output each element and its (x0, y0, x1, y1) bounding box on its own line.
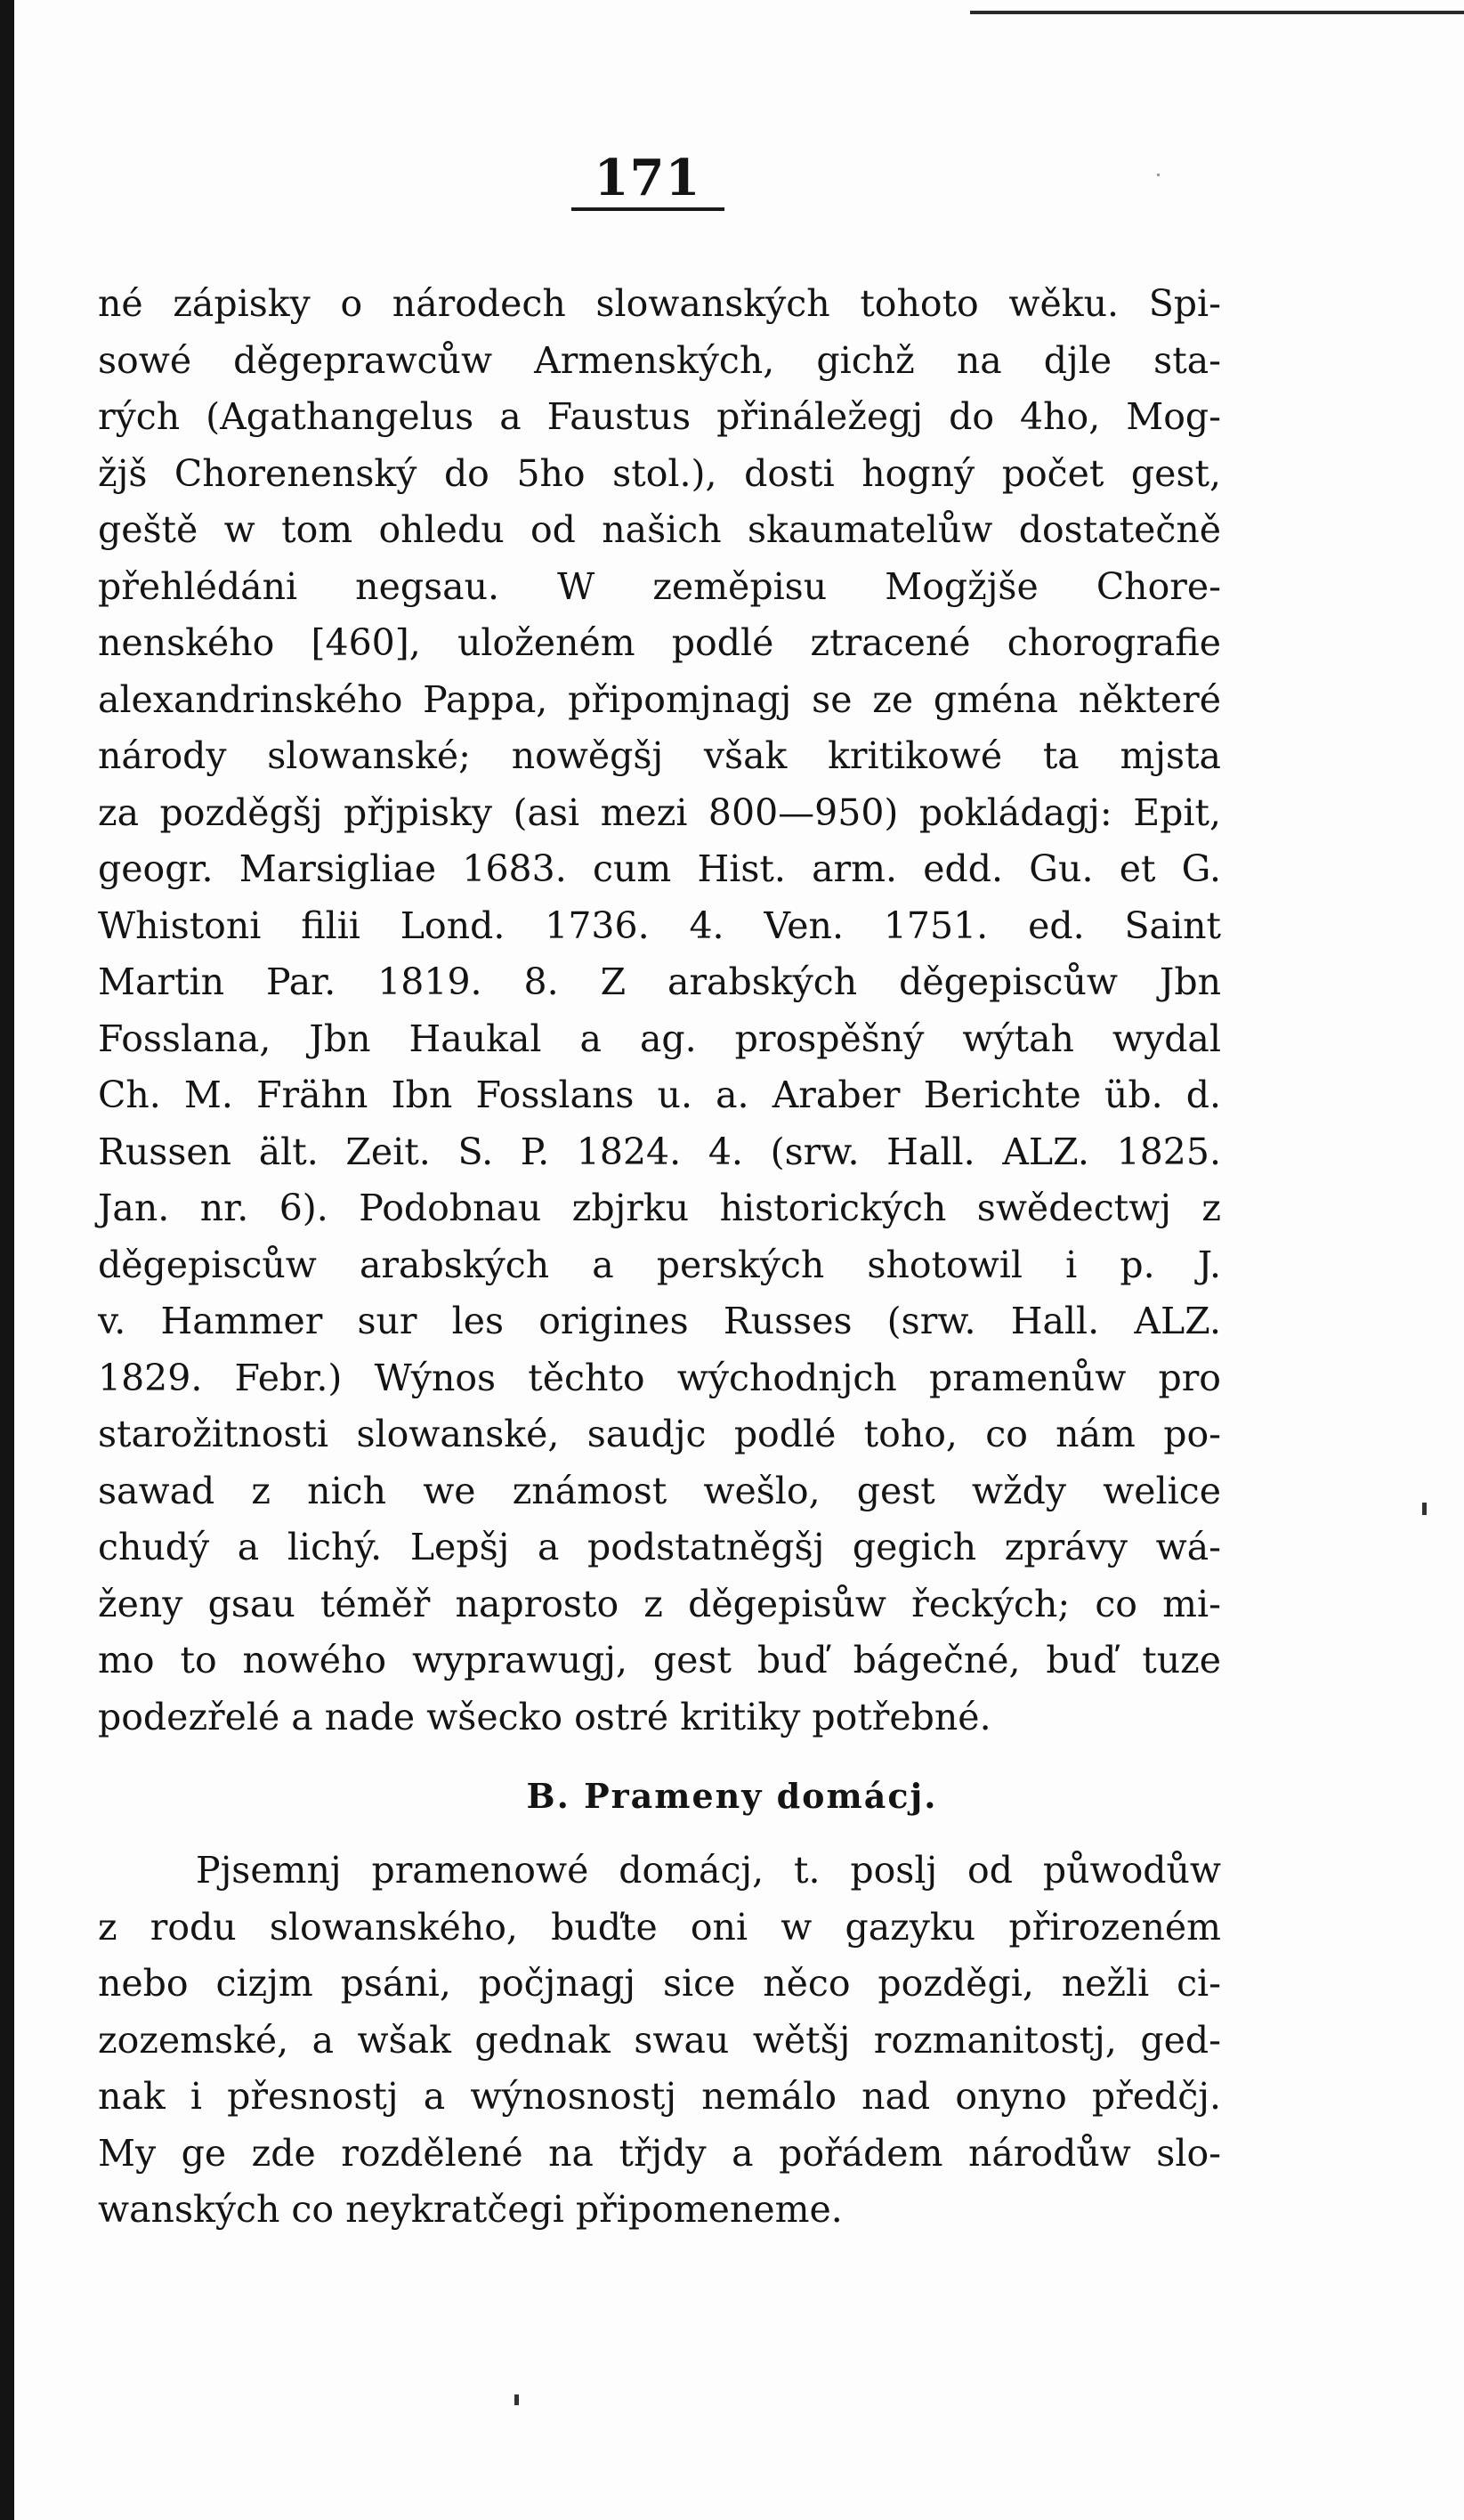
text-line: ženy gsau téměř naprosto z děgepisůw řeckých; co mi- (98, 1582, 1221, 1625)
ink-speck (514, 2394, 519, 2405)
text-line: alexandrinského Pappa, připomjnagj se ze gména některé (98, 677, 1221, 721)
text-line: Jan. nr. 6). Podobnau zbjrku historických swědectwj z (98, 1187, 1221, 1229)
top-edge-rule (970, 11, 1464, 14)
text-line: nebo cizjm psáni, počjnagj sice něco pozděgi, nežli ci- (98, 1962, 1221, 2005)
text-line: My ge zde rozdělené na třjdy a pořádem národůw slo- (98, 2131, 1221, 2175)
page-edge-rule (0, 0, 14, 2520)
text-line: Pjsemnj pramenowé domácj, t. poslj od půwodůw (196, 1849, 1221, 1892)
second-paragraph (98, 1843, 1221, 2239)
text-line: Ch. M. Frähn Ibn Fosslans u. a. Araber Berichte üb. d. (98, 1074, 1221, 1116)
text-line: geště w tom ohledu od našich skaumatelůw dostatečně (98, 508, 1221, 551)
text-line: mo to nowého wyprawugj, gest buď bágečné, buď tuze (98, 1639, 1221, 1681)
page-number-underline (571, 207, 724, 211)
main-paragraph (98, 276, 1221, 1746)
ink-speck (1157, 174, 1160, 176)
text-line: rých (Agathangelus a Faustus přináležegj do 4ho, Mog- (98, 395, 1221, 438)
page-number: 171 (594, 149, 701, 207)
section-heading: B. Prameny domácj. (526, 1776, 938, 1816)
text-line: wanských co neykratčegi připomeneme. (98, 2188, 843, 2231)
text-line: né zápisky o národech slowanských tohoto wěku. Spi- (98, 282, 1221, 325)
text-line: Russen ält. Zeit. S. P. 1824. 4. (srw. Hall. ALZ. 1825. (98, 1130, 1221, 1173)
text-line: v. Hammer sur les origines Russes (srw. Hall. ALZ. (98, 1300, 1221, 1342)
text-line: nenského [460], uloženém podlé ztracené chorografie (98, 621, 1221, 664)
text-line: nak i přesnostj a wýnosnostj nemálo nad onyno předčj. (98, 2075, 1221, 2118)
text-line: geogr. Marsigliae 1683. cum Hist. arm. edd. Gu. et G. (98, 847, 1221, 890)
text-line: žjš Chorenenský do 5ho stol.), dosti hogný počet gest, (98, 451, 1221, 495)
text-line: děgepiscůw arabských a perských shotowil i p. J. (98, 1243, 1221, 1286)
text-line: podezřelé a nade wšecko ostré kritiky potřebné. (98, 1695, 991, 1738)
text-line: Fosslana, Jbn Haukal a ag. prospěšný wýtah wydal (98, 1017, 1221, 1060)
text-line: sowé děgeprawcůw Armenských, gichž na djle sta- (98, 338, 1221, 382)
text-line: 1829. Febr.) Wýnos těchto wýchodnjch pramenůw pro (98, 1356, 1221, 1399)
text-line: Whistoni filii Lond. 1736. 4. Ven. 1751. ed. Saint (98, 903, 1221, 947)
ink-speck (1422, 1503, 1427, 1515)
text-line: národy slowanské; nowěgšj však kritikowé ta mjsta (98, 734, 1221, 777)
text-line: z rodu slowanského, buďte oni w gazyku přirozeném (98, 1905, 1221, 1949)
text-line: za pozděgšj přjpisky (asi mezi 800—950) pokládagj: Epit, (98, 790, 1221, 834)
text-line: přehlédáni negsau. W zeměpisu Mogžjše Chore- (98, 564, 1221, 608)
text-line: chudý a lichý. Lepšj a podstatněgšj gegich zprávy wá- (98, 1526, 1221, 1568)
text-line: sawad z nich we známost wešlo, gest wždy welice (98, 1469, 1221, 1512)
text-line: Martin Par. 1819. 8. Z arabských děgepiscůw Jbn (98, 960, 1221, 1003)
text-line: zozemské, a wšak gednak swau wětšj rozmanitostj, ged- (98, 2018, 1221, 2062)
text-line: starožitnosti slowanské, saudjc podlé toho, co nám po- (98, 1413, 1221, 1455)
